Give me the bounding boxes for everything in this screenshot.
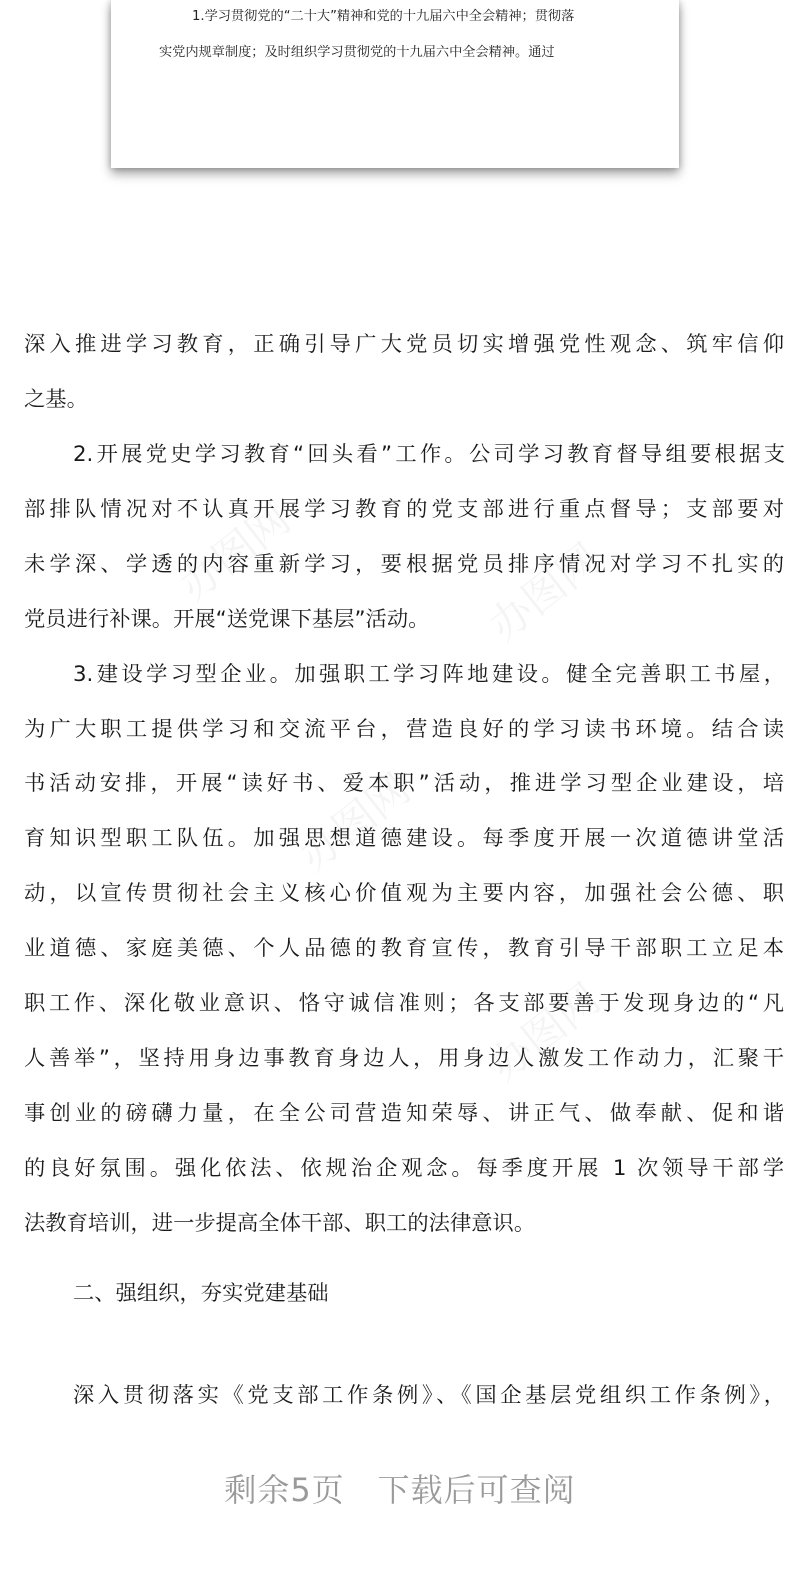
text-line: 之基。 bbox=[24, 387, 88, 412]
text-line: 的良好氛围。强化依法、依规治企观念。每季度开展 1 次领导干部学 bbox=[24, 1156, 784, 1181]
text-line: 业道德、家庭美德、个人品德的教育宣传，教育引导干部职工立足本 bbox=[24, 936, 784, 961]
text-line: 党员进行补课。开展“送党课下基层”活动。 bbox=[24, 607, 430, 632]
text-line: 事创业的磅礴力量，在全公司营造知荣辱、讲正气、做奉献、促和谐 bbox=[24, 1101, 784, 1126]
text-line: 部排队情况对不认真开展学习教育的党支部进行重点督导；支部要对 bbox=[24, 497, 784, 522]
text-line: 为广大职工提供学习和交流平台，营造良好的学习读书环境。结合读 bbox=[24, 717, 784, 742]
text-line: 深入贯彻落实《党支部工作条例》、《国企基层党组织工作条例》， bbox=[73, 1383, 785, 1408]
section-heading: 二、强组织，夯实党建基础 bbox=[73, 1281, 329, 1306]
text-line: 人善举”，坚持用身边事教育身边人，用身边人激发工作动力，汇聚干 bbox=[24, 1046, 784, 1071]
text-line: 3.建设学习型企业。加强职工学习阵地建设。健全完善职工书屋， bbox=[73, 662, 785, 687]
preview-line-2: 实党内规章制度；及时组织学习贯彻党的十九届六中全会精神。通过 bbox=[159, 45, 555, 60]
page-preview-card bbox=[111, 0, 679, 168]
text-line: 未学深、学透的内容重新学习，要根据党员排序情况对学习不扎实的 bbox=[24, 552, 784, 577]
preview-line-1: 1.学习贯彻党的“二十大”精神和党的十九届六中全会精神；贯彻落 bbox=[192, 9, 575, 24]
text-line: 深入推进学习教育，正确引导广大党员切实增强党性观念、筑牢信仰 bbox=[24, 332, 784, 357]
remaining-pages-notice[interactable]: 剩余5页 下载后可查阅 bbox=[224, 1471, 576, 1509]
text-line: 书活动安排，开展“读好书、爱本职”活动，推进学习型企业建设，培 bbox=[24, 771, 784, 796]
text-line: 职工作、深化敬业意识、恪守诚信准则；各支部要善于发现身边的“凡 bbox=[24, 991, 784, 1016]
text-line: 育知识型职工队伍。加强思想道德建设。每季度开展一次道德讲堂活 bbox=[24, 826, 784, 851]
text-line: 法教育培训，进一步提高全体干部、职工的法律意识。 bbox=[24, 1211, 536, 1236]
text-line: 动，以宣传贯彻社会主义核心价值观为主要内容，加强社会公德、职 bbox=[24, 881, 784, 906]
text-line: 2.开展党史学习教育“回头看”工作。公司学习教育督导组要根据支 bbox=[73, 442, 785, 467]
